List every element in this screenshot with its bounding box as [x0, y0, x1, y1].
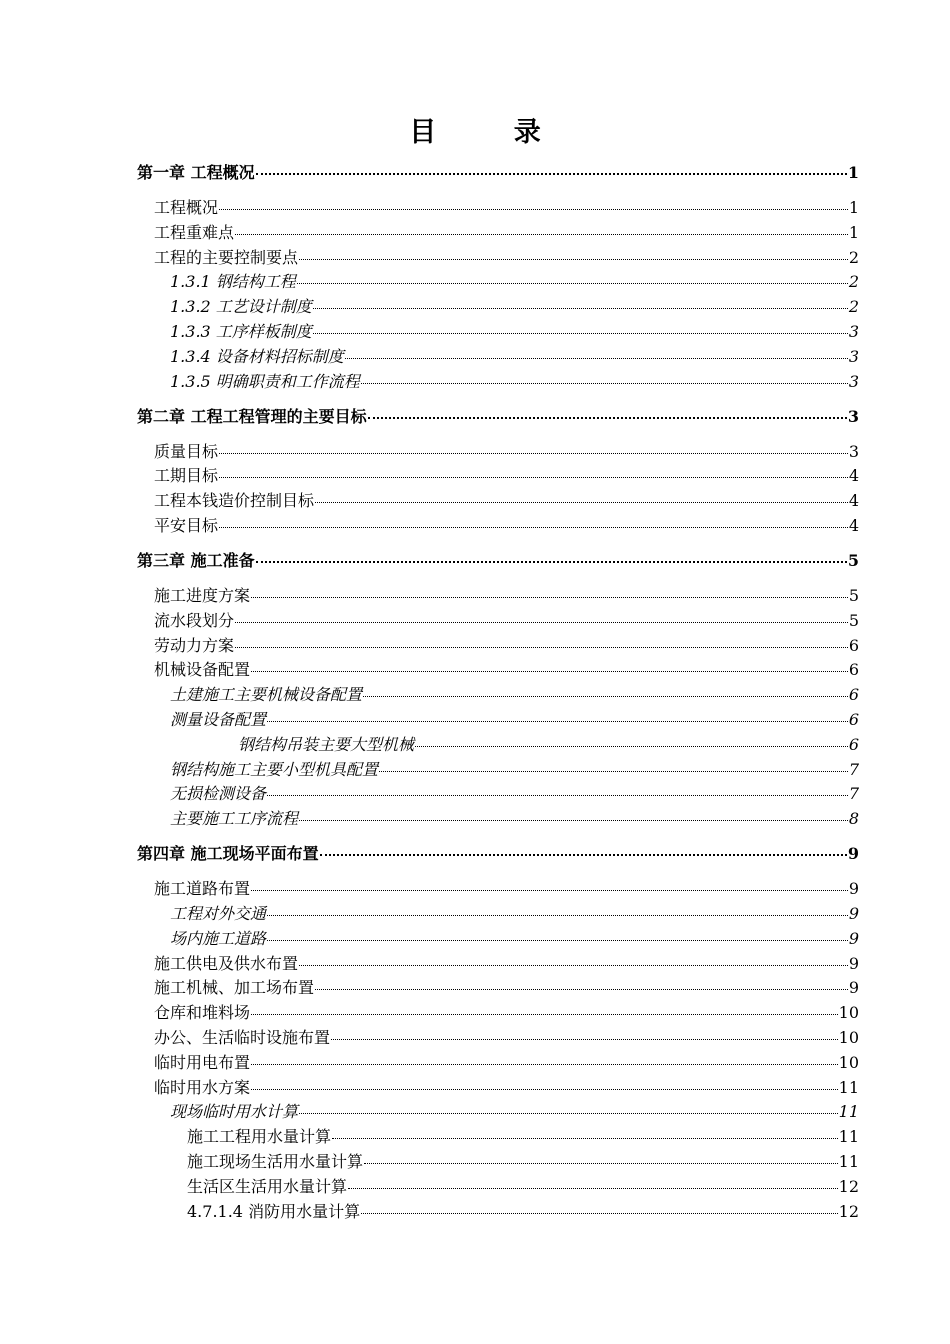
toc-page-number: 3 — [847, 406, 859, 426]
toc-entry — [170, 781, 859, 804]
toc-dot-leader — [251, 597, 848, 598]
toc-page-number: 4 — [848, 516, 859, 535]
toc-entry-title: 临时用水方案 — [154, 1077, 251, 1097]
toc-dot-leader — [235, 622, 848, 623]
toc-entry-title: 场内施工道路 — [170, 928, 267, 948]
toc-entry-title: 生活区生活用水量计算 — [187, 1176, 348, 1196]
toc-entry — [170, 682, 859, 705]
toc-entry-title: 质量目标 — [154, 441, 219, 461]
toc-chapter-entry — [137, 841, 859, 864]
toc-dot-leader — [267, 795, 848, 796]
toc-entry — [154, 220, 859, 243]
toc-entry-title: 施工道路布置 — [154, 879, 251, 899]
toc-page-number: 6 — [848, 710, 859, 729]
toc-entry-title: 机械设备配置 — [154, 660, 251, 680]
toc-dot-leader — [348, 1188, 838, 1189]
toc-page-number: 1 — [847, 163, 859, 182]
toc-dot-leader — [251, 671, 848, 672]
toc-entry-title: 现场临时用水计算 — [170, 1102, 299, 1122]
toc-dot-leader — [368, 417, 847, 419]
toc-dot-leader — [299, 820, 848, 821]
toc-entry — [154, 1000, 859, 1023]
toc-dot-leader — [299, 1113, 838, 1114]
toc-entry — [154, 513, 859, 536]
toc-page-number: 9 — [848, 904, 859, 923]
toc-dot-leader — [267, 940, 848, 941]
toc-page-number: 3 — [848, 371, 859, 391]
toc-dot-leader — [363, 696, 848, 697]
toc-dot-leader — [219, 477, 848, 478]
toc-page-number: 9 — [848, 978, 859, 998]
toc-entry-title: 工程本钱造价控制目标 — [154, 491, 315, 511]
toc-entry — [154, 951, 859, 974]
toc-entry — [187, 1149, 859, 1172]
toc-dot-leader — [299, 965, 848, 966]
toc-dot-leader — [361, 383, 848, 384]
toc-dot-leader — [315, 502, 848, 503]
toc-page-number: 10 — [838, 1003, 859, 1023]
toc-dot-leader — [251, 1089, 838, 1090]
toc-entry-title: 工期目标 — [154, 466, 219, 486]
toc-dot-leader — [379, 771, 848, 772]
toc-entry — [170, 1099, 859, 1122]
toc-page-number: 6 — [848, 685, 859, 705]
toc-page-number: 3 — [848, 346, 859, 366]
toc-entry-title: 施工现场生活用水量计算 — [187, 1152, 364, 1171]
toc-dot-leader — [361, 1213, 838, 1214]
toc-page-number: 9 — [847, 844, 859, 864]
toc-dot-leader — [313, 333, 848, 334]
toc-page-number: 11 — [838, 1102, 859, 1122]
toc-entry — [154, 608, 859, 631]
toc-entry-title: 1.3.4 设备材料招标制度 — [170, 346, 344, 366]
toc-page-number: 2 — [848, 272, 859, 292]
toc-dot-leader — [345, 358, 848, 359]
toc-entry-title: 钢结构施工主要小型机具配置 — [170, 759, 379, 779]
toc-dot-leader — [364, 1163, 838, 1164]
toc-page-number: 5 — [848, 610, 859, 630]
toc-dot-leader — [235, 234, 848, 235]
toc-entry-title: 无损检测设备 — [170, 784, 267, 804]
toc-entry-title: 第三章 施工准备 — [137, 551, 255, 570]
toc-entry-title: 主要施工工序流程 — [170, 809, 299, 829]
toc-page-number: 12 — [838, 1176, 859, 1196]
toc-entry-title: 工程的主要控制要点 — [154, 247, 299, 267]
toc-entry-title: 1.3.5 明确职责和工作流程 — [170, 371, 360, 391]
toc-entry-title: 4.7.1.4 消防用水量计算 — [187, 1201, 361, 1221]
toc-entry — [154, 633, 859, 656]
toc-entry-title: 仓库和堆料场 — [154, 1003, 251, 1023]
toc-dot-leader — [267, 721, 848, 722]
toc-page-number: 7 — [848, 759, 859, 779]
toc-page-number: 3 — [848, 322, 859, 341]
toc-entry — [154, 657, 859, 680]
toc-dot-leader — [331, 1039, 838, 1040]
toc-page-number: 2 — [848, 247, 859, 267]
toc-entry — [154, 245, 859, 268]
toc-page-number: 11 — [838, 1127, 859, 1147]
toc-page-number: 6 — [848, 734, 859, 754]
toc-page-number: 9 — [848, 879, 859, 899]
toc-dot-leader — [313, 308, 848, 309]
toc-title: 目 录 — [409, 117, 575, 148]
toc-entry — [170, 369, 859, 392]
toc-page-number: 4 — [848, 466, 859, 486]
toc-entry — [170, 926, 859, 949]
toc-page-number: 6 — [848, 635, 859, 655]
toc-page-number: 5 — [847, 551, 859, 570]
toc-dot-leader — [267, 915, 848, 916]
toc-page-number: 2 — [848, 297, 859, 317]
toc-chapter-entry — [137, 548, 859, 571]
toc-entry — [154, 975, 859, 998]
toc-entry — [187, 1199, 859, 1222]
toc-dot-leader — [415, 746, 848, 747]
toc-entry — [170, 707, 859, 730]
toc-entry-title: 1.3.3 工序样板制度 — [170, 322, 312, 341]
toc-entry — [170, 806, 859, 829]
toc-chapter-entry — [137, 160, 859, 183]
toc-page-number: 1 — [848, 198, 859, 217]
toc-dot-leader — [315, 989, 848, 990]
toc-entry-title: 第一章 工程概况 — [137, 163, 255, 182]
toc-entry-title: 劳动力方案 — [154, 635, 235, 655]
toc-entry-title: 土建施工主要机械设备配置 — [170, 685, 363, 705]
toc-entry — [170, 901, 859, 924]
toc-entry-title: 平安目标 — [154, 516, 219, 535]
toc-entry — [170, 344, 859, 367]
toc-entry-title: 第二章 工程工程管理的主要目标 — [137, 406, 367, 426]
toc-entry — [154, 876, 859, 899]
toc-page-number: 11 — [838, 1077, 859, 1097]
toc-chapter-entry — [137, 404, 859, 427]
toc-entry-title: 流水段划分 — [154, 610, 235, 630]
toc-page-number: 3 — [848, 441, 859, 461]
toc-entry — [170, 269, 859, 292]
toc-entry — [170, 319, 859, 342]
toc-dot-leader — [251, 1014, 838, 1015]
toc-entry-title: 施工工程用水量计算 — [187, 1127, 332, 1147]
toc-entry-title: 钢结构吊装主要大型机械 — [238, 734, 415, 754]
toc-dot-leader — [320, 854, 847, 856]
toc-dot-leader — [299, 259, 848, 260]
toc-entry-title: 1.3.1 钢结构工程 — [170, 272, 296, 292]
toc-entry-title: 施工供电及供水布置 — [154, 953, 299, 973]
toc-dot-leader — [251, 890, 848, 891]
toc-page-number: 12 — [838, 1201, 859, 1221]
toc-entry-title: 办公、生活临时设施布置 — [154, 1028, 331, 1047]
toc-entry — [154, 488, 859, 511]
toc-entry — [170, 757, 859, 780]
toc-page-number: 7 — [848, 784, 859, 804]
toc-entry — [187, 1174, 859, 1197]
toc-entry-title: 工程重难点 — [154, 222, 235, 242]
toc-entry-title: 工程概况 — [154, 198, 219, 217]
toc-entry — [238, 732, 859, 755]
toc-page-number: 11 — [838, 1152, 859, 1171]
toc-entry-title: 第四章 施工现场平面布置 — [137, 844, 319, 864]
toc-page-number: 8 — [848, 809, 859, 829]
toc-entry — [154, 1075, 859, 1098]
toc-page-number: 10 — [838, 1028, 859, 1047]
toc-entry — [170, 294, 859, 317]
toc-entry — [187, 1124, 859, 1147]
toc-page-number: 4 — [848, 491, 859, 511]
toc-page-number: 5 — [848, 586, 859, 605]
toc-dot-leader — [251, 1064, 838, 1065]
toc-entry — [154, 1050, 859, 1073]
toc-entry — [154, 583, 859, 606]
toc-page-number: 1 — [848, 222, 859, 242]
toc-entry — [154, 195, 859, 218]
toc-entry-title: 测量设备配置 — [170, 710, 267, 729]
toc-dot-leader — [219, 527, 848, 528]
toc-dot-leader — [256, 173, 847, 175]
toc-dot-leader — [332, 1138, 838, 1139]
toc-dot-leader — [256, 561, 847, 563]
toc-dot-leader — [235, 647, 848, 648]
toc-dot-leader — [219, 209, 848, 210]
toc-entry-title: 施工进度方案 — [154, 586, 251, 605]
toc-page-number: 10 — [838, 1052, 859, 1072]
toc-dot-leader — [219, 453, 848, 454]
toc-page-number: 6 — [848, 660, 859, 680]
toc-entry — [154, 439, 859, 462]
toc-entry — [154, 463, 859, 486]
toc-dot-leader — [297, 283, 848, 284]
toc-entry-title: 临时用电布置 — [154, 1052, 251, 1072]
toc-entry-title: 工程对外交通 — [170, 904, 267, 923]
toc-entry-title: 1.3.2 工艺设计制度 — [170, 297, 312, 317]
toc-page-number: 9 — [848, 928, 859, 948]
toc-entry-title: 施工机械、加工场布置 — [154, 978, 315, 998]
toc-page-number: 9 — [848, 953, 859, 973]
toc-entry — [154, 1025, 859, 1048]
